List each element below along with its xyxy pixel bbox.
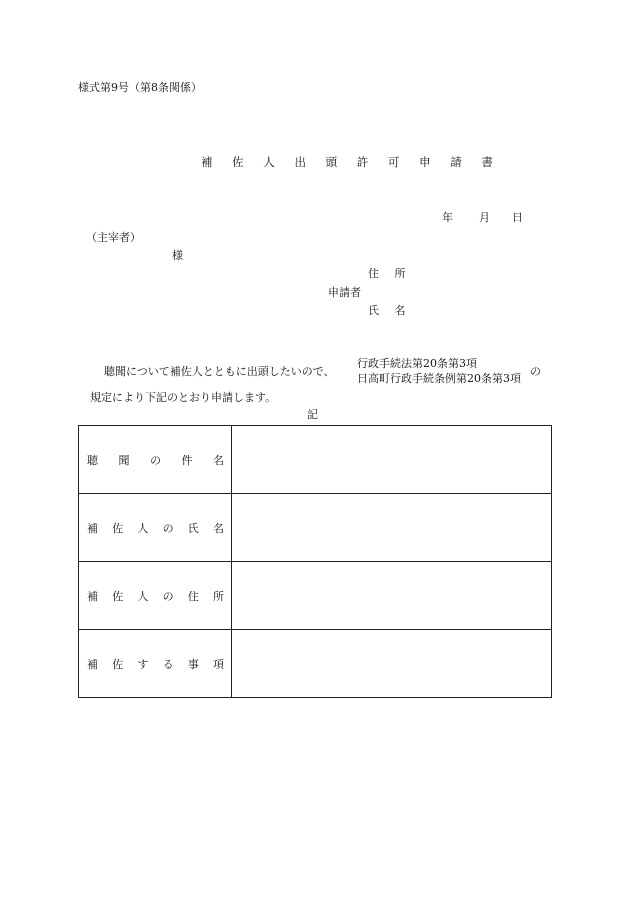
label-char: 名 bbox=[212, 521, 224, 535]
label-char: 名 bbox=[213, 453, 224, 467]
table-row bbox=[79, 494, 552, 562]
label-char: 所 bbox=[212, 589, 224, 603]
body-particle: の bbox=[530, 365, 541, 378]
body-line2: 規定により下記のとおり申請します。 bbox=[90, 391, 277, 404]
label-char: の bbox=[162, 521, 174, 535]
label-char: 聞 bbox=[118, 453, 130, 467]
assistance-matters-field[interactable] bbox=[232, 630, 552, 698]
label-char: る bbox=[162, 657, 174, 671]
row-label-assistance-matters bbox=[79, 630, 232, 698]
label-char: 補 bbox=[87, 589, 98, 603]
form-number: 様式第9号（第8条関係） bbox=[78, 81, 202, 94]
assistant-address-field[interactable] bbox=[232, 562, 552, 630]
row-label-assistant-address bbox=[79, 562, 232, 630]
addressee-honorific: 様 bbox=[172, 249, 183, 262]
label-char: の bbox=[150, 453, 161, 467]
label-char: 補 bbox=[87, 521, 98, 535]
law-options bbox=[357, 358, 521, 388]
law-option-town-ordinance: 日高町行政手続条例第20条第3項 bbox=[357, 372, 521, 385]
table-row bbox=[79, 426, 552, 494]
date-year-label: 年 bbox=[442, 211, 453, 224]
document-title: 補 佐 人 出 頭 許 可 申 請 書 bbox=[201, 155, 501, 169]
label-char: 人 bbox=[137, 589, 149, 603]
label-char: 補 bbox=[87, 657, 98, 671]
row-label-assistant-name bbox=[79, 494, 232, 562]
body-intro: 聴聞について補佐人とともに出頭したいので、 bbox=[104, 365, 335, 378]
label-char: 氏 bbox=[187, 521, 199, 535]
law-option-procedure-act: 行政手続法第20条第3項 bbox=[357, 357, 477, 370]
label-char: 事 bbox=[187, 657, 199, 671]
hearing-subject-field[interactable] bbox=[232, 426, 552, 494]
date-month-label: 月 bbox=[479, 211, 490, 224]
label-char: 聴 bbox=[87, 453, 98, 467]
label-char: 人 bbox=[137, 521, 149, 535]
applicant-name-label: 氏 名 bbox=[368, 304, 412, 317]
applicant-address-label: 住 所 bbox=[368, 267, 412, 280]
label-char: 項 bbox=[212, 657, 224, 671]
label-char: の bbox=[162, 589, 174, 603]
row-label-hearing-subject bbox=[79, 426, 232, 494]
applicant-label: 申請者 bbox=[328, 286, 361, 299]
label-char: す bbox=[137, 657, 149, 671]
label-char: 佐 bbox=[112, 521, 124, 535]
table-row bbox=[79, 562, 552, 630]
date-day-label: 日 bbox=[512, 211, 523, 224]
record-heading: 記 bbox=[307, 408, 318, 421]
label-char: 佐 bbox=[112, 589, 124, 603]
label-char: 件 bbox=[181, 453, 193, 467]
addressee-role: （主宰者） bbox=[86, 231, 141, 244]
assistant-name-field[interactable] bbox=[232, 494, 552, 562]
label-char: 佐 bbox=[112, 657, 124, 671]
application-table bbox=[78, 425, 552, 698]
label-char: 住 bbox=[187, 589, 199, 603]
table-row bbox=[79, 630, 552, 698]
